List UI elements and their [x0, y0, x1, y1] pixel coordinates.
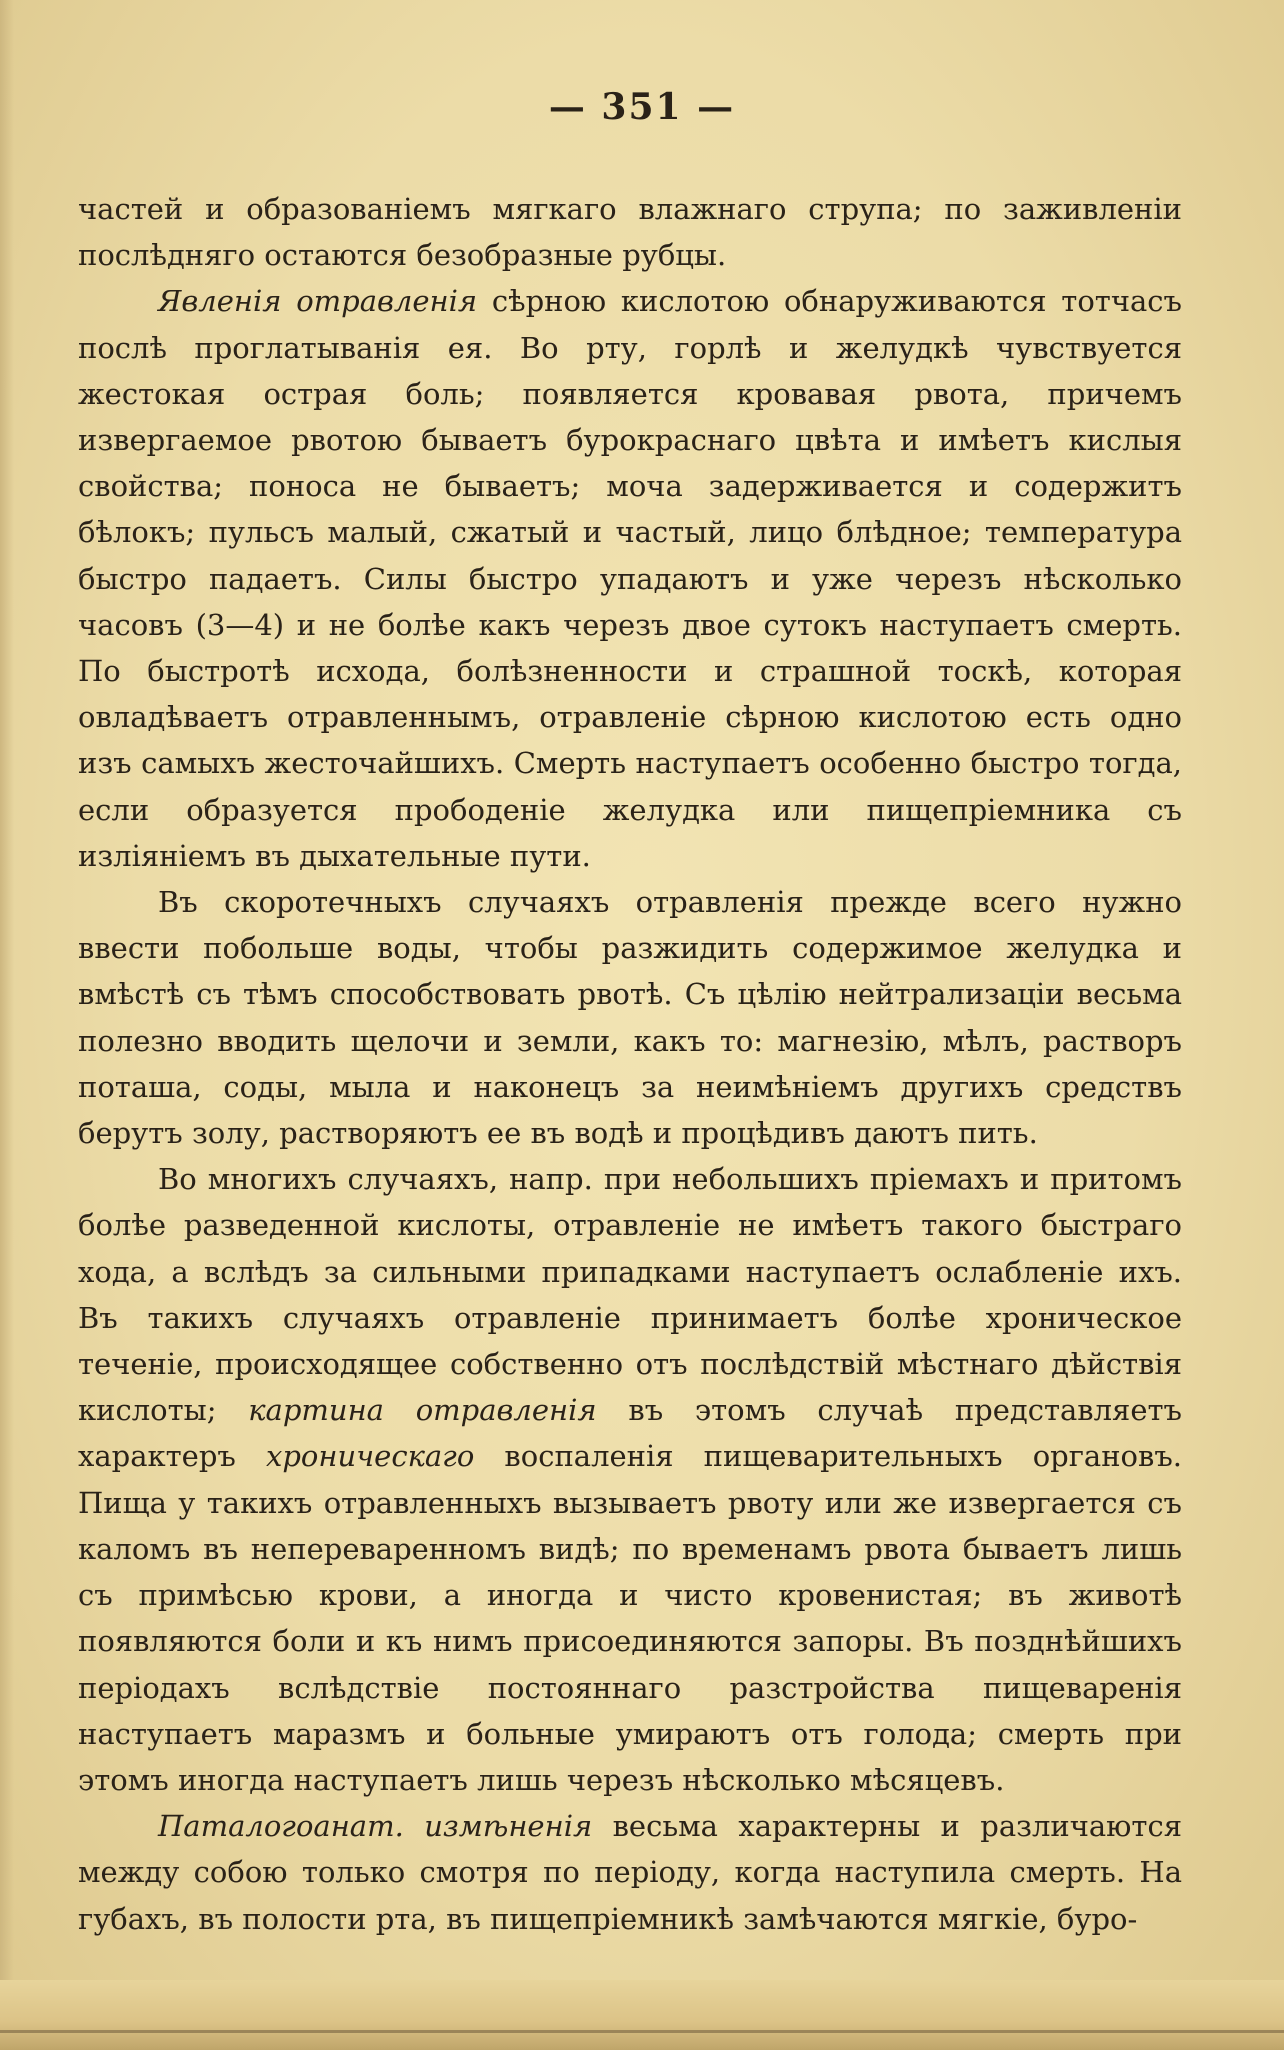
paragraph-2	[78, 278, 1182, 879]
paragraph-4-text-b: въ этомъ случаѣ представляетъ характеръ	[78, 1393, 1183, 1474]
paragraph-2-emphasis: Явленія отравленія	[158, 284, 478, 319]
paragraph-2-text: сѣрною кислотою обнаруживаются тотчасъ послѣ проглатыванія ея. Во рту, горлѣ и желудкѣ чувствуется жестокая острая боль; появляется кровавая рвота, причемъ извергаемое рвотою бываетъ бурокраснаго цвѣта и имѣетъ кислыя свойства; поноса не бываетъ; моча задерживается и содержитъ бѣлокъ; пульсъ малый, сжатый и частый, лицо блѣдное; температура быстро падаетъ. Силы быстро упадаютъ и уже черезъ нѣсколько часовъ (3—4) и не болѣе какъ черезъ двое сутокъ наступаетъ смерть. По быстротѣ исхода, болѣзненности и страшной тоскѣ, которая овладѣваетъ отравленнымъ, отравленіе сѣрною кислотою есть одно изъ самыхъ жесточайшихъ. Смерть наступаетъ особенно быстро тогда, если образуется прободеніе желудка или пищепріемника съ изліяніемъ въ дыхательные пути.	[78, 284, 1182, 873]
body-text	[78, 186, 1182, 1942]
paragraph-5-text: весьма характерны и различаются между собою только смотря по періоду, когда наступила смерть. На губахъ, въ полости рта, въ пищепріемникѣ замѣчаются мягкіе, буро-	[78, 1809, 1182, 1936]
page-bottom-shadow	[0, 1980, 1284, 2050]
paragraph-4-text-a: Во многихъ случаяхъ, напр. при небольшихъ пріемахъ и притомъ болѣе разведенной кислоты, отравленіе не имѣетъ такого быстраго хода, а вслѣдъ за сильными припадками наступаетъ ослабленіе ихъ. Въ такихъ случаяхъ отравленіе принимаетъ болѣе хроническое теченіе, происходящее собственно отъ послѣдствій мѣстнаго дѣйствія кислоты;	[78, 1162, 1182, 1428]
paragraph-4-text-c: воспаленія пищеварительныхъ органовъ. Пища у такихъ отравленныхъ вызываетъ рвоту или же извергается съ каломъ въ непереваренномъ видѣ; по временамъ рвота бываетъ лишь съ примѣсью крови, а иногда и чисто кровенистая; въ животѣ появляются боли и къ нимъ присоединяются запоры. Въ позднѣйшихъ періодахъ вслѣдствіе постояннаго разстройства пищеваренія наступаетъ маразмъ и больные умираютъ отъ голода; смерть при этомъ иногда наступаетъ лишь черезъ нѣсколько мѣсяцевъ.	[78, 1439, 1182, 1797]
paragraph-4	[78, 1156, 1182, 1803]
paragraph-1	[78, 186, 1182, 278]
paragraph-3	[78, 879, 1182, 1156]
paragraph-3-text: Въ скоротечныхъ случаяхъ отравленія прежде всего нужно ввести побольше воды, чтобы разжидить содержимое желудка и вмѣстѣ съ тѣмъ способствовать рвотѣ. Съ цѣлію нейтрализаціи весьма полезно вводить щелочи и земли, какъ то: магнезію, мѣлъ, растворъ поташа, соды, мыла и наконецъ за неимѣніемъ другихъ средствъ берутъ золу, растворяютъ ее въ водѣ и процѣдивъ даютъ пить.	[78, 885, 1182, 1151]
paragraph-5	[78, 1803, 1182, 1942]
page-number: — 351 —	[548, 86, 736, 128]
paragraph-4-emphasis-b: хроническаго	[265, 1439, 475, 1474]
paragraph-1-text: частей и образованіемъ мягкаго влажнаго струпа; по заживленіи послѣдняго остаются безобразные рубцы.	[78, 192, 1182, 273]
page-bottom-rule	[0, 2030, 1284, 2033]
page-left-shadow	[0, 0, 14, 2050]
paragraph-5-emphasis: Паталогоанат. измѣненія	[158, 1809, 593, 1844]
paragraph-4-emphasis-a: картина отравленія	[248, 1393, 597, 1428]
